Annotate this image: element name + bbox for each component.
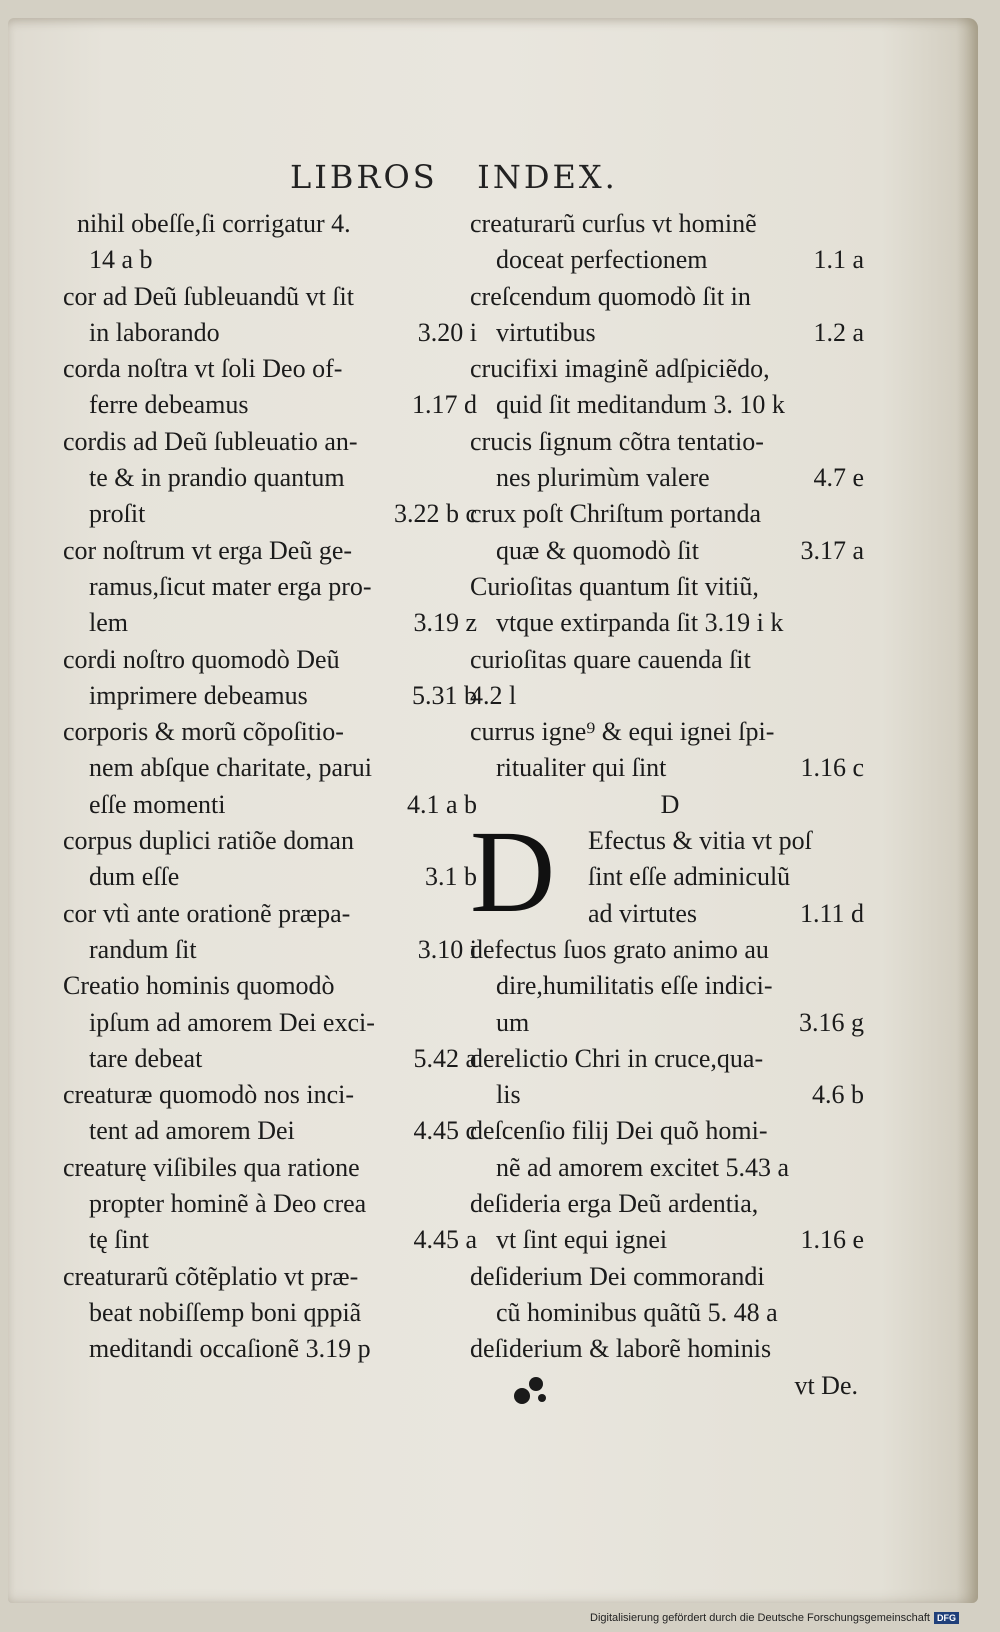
index-line: lem 3.19 z	[63, 605, 483, 641]
index-line: vt ſint equi ignei 1.16 e	[470, 1222, 870, 1258]
index-line: ipſum ad amorem Dei exci-	[89, 1007, 375, 1037]
index-ref: 1.1 a	[813, 245, 864, 275]
index-line: nihil obeſſe,ſi corrigatur 4.	[77, 209, 351, 238]
index-ref: 3.17 a	[800, 535, 864, 565]
index-line: deſiderium & laborẽ hominis	[470, 1334, 772, 1364]
index-line: ramus,ſicut mater erga pro-	[89, 571, 372, 601]
index-line: creaturarũ cõtẽplatio vt præ-	[63, 1261, 359, 1291]
index-line: ad virtutes 1.11 d	[470, 896, 870, 932]
index-line: ritualiter qui ſint 1.16 c	[470, 750, 870, 786]
index-line: lis 4.6 b	[470, 1077, 870, 1113]
index-line: creaturarũ curſus vt hominẽ	[470, 209, 757, 238]
index-ref: 1.11 d	[799, 898, 864, 928]
index-ref: 4.1 a b	[406, 789, 477, 819]
index-line: randum ſit 3.10 i	[63, 932, 483, 968]
left-index-column	[63, 206, 483, 1368]
index-ref: 1.16 e	[800, 1225, 864, 1255]
index-line: defectus ſuos grato animo au	[470, 934, 769, 964]
index-line: Efectus & vitia vt poſ	[588, 826, 812, 856]
index-line: cor ad Deũ ſubleuandũ vt ſit	[63, 281, 354, 311]
index-ref: 3.22 b c	[393, 499, 477, 529]
index-line: deſcenſio filij Dei quõ homi-	[470, 1116, 768, 1146]
index-line: crux poſt Chriſtum portanda	[470, 499, 762, 529]
index-line: proſit 3.22 b c	[63, 496, 483, 532]
dfg-logo: DFG	[934, 1612, 959, 1624]
index-line: imprimere debeamus 5.31 b	[63, 678, 483, 714]
index-ref: 4.45 c	[413, 1116, 477, 1146]
index-ref: 1.17 d	[412, 390, 477, 420]
index-line: corda noſtra vt ſoli Deo of-	[63, 354, 343, 384]
index-ref: 3.10 i	[417, 934, 477, 964]
digitization-credit	[590, 1612, 959, 1624]
index-line: dire,humilitatis eſſe indici-	[496, 971, 773, 1001]
running-head: LIBROS INDEX.	[290, 158, 618, 196]
drop-cap-letter: D	[470, 806, 556, 937]
index-line: nẽ ad amorem excitet 5.43 a	[496, 1152, 790, 1182]
index-line: eſſe momenti 4.1 a b	[63, 787, 483, 823]
right-index-column	[470, 206, 870, 1404]
index-line: crucifixi imaginẽ adſpiciẽdo,	[470, 354, 770, 384]
section-letter: D	[660, 789, 680, 819]
index-ref: 4.7 e	[813, 463, 864, 493]
index-line: currus igne⁹ & equi ignei ſpi-	[470, 717, 775, 747]
index-line: in laborando 3.20 i	[63, 315, 483, 351]
index-line: ſint eſſe adminiculũ	[588, 862, 791, 892]
catchword: vt De.	[794, 1370, 858, 1400]
index-line: deſideria erga Deũ ardentia,	[470, 1189, 759, 1219]
index-line: beat nobiſſemp boni qppiã	[89, 1297, 362, 1327]
index-line: quid ſit meditandum 3. 10 k	[496, 390, 785, 420]
index-line: tę ſint 4.45 a	[63, 1222, 483, 1258]
index-ref: 4.6 b	[812, 1080, 864, 1110]
index-ref: 1.2 a	[813, 317, 864, 347]
credit-text: Digitalisierung gefördert durch die Deutsche Forschungsgemeinschaft	[590, 1612, 930, 1624]
index-line: ferre debeamus 1.17 d	[63, 387, 483, 423]
index-line: corporis & morũ cõpoſitio-	[63, 717, 344, 747]
index-line: virtutibus 1.2 a	[470, 315, 870, 351]
index-line: propter hominẽ à Deo crea	[89, 1189, 367, 1219]
index-line: creaturæ quomodò nos inci-	[63, 1080, 354, 1110]
index-line: tare debeat 5.42 a	[63, 1041, 483, 1077]
index-ref: 4.45 a	[413, 1225, 477, 1255]
index-ref: 3.1 b	[425, 862, 477, 892]
index-ref: 1.16 c	[800, 753, 864, 783]
index-line: doceat perfectionem 1.1 a	[470, 242, 870, 278]
index-line: derelictio Chri in cruce,qua-	[470, 1043, 764, 1073]
index-line: nes plurimùm valere 4.7 e	[470, 460, 870, 496]
index-line: Curioſitas quantum ſit vitiũ,	[470, 571, 759, 601]
index-ref: 5.31 b	[412, 680, 477, 710]
index-line: nem abſque charitate, parui	[89, 753, 372, 783]
index-line: um 3.16 g	[470, 1005, 870, 1041]
index-line: te & in prandio quantum	[89, 463, 345, 493]
index-line: cordis ad Deũ ſubleuatio an-	[63, 426, 358, 456]
index-line: meditandi occaſionẽ 3.19 p	[89, 1334, 371, 1364]
index-line: 4.2 l	[470, 680, 517, 710]
index-ref: 3.20 i	[417, 317, 477, 347]
index-line: Creatio hominis quomodò	[63, 971, 335, 1001]
index-line: curioſitas quare cauenda ſit	[470, 644, 751, 674]
index-line: creaturę viſibiles qua ratione	[63, 1152, 360, 1182]
index-ref: 3.19 z	[413, 608, 477, 638]
index-line: cor vtì ante orationẽ præpa-	[63, 898, 351, 928]
index-line: deſiderium Dei commorandi	[470, 1261, 765, 1291]
index-ref: 3.16 g	[799, 1007, 864, 1037]
index-line: quæ & quomodò ſit 3.17 a	[470, 533, 870, 569]
index-line: creſcendum quomodò ſit in	[470, 281, 751, 311]
index-ref: 5.42 a	[413, 1043, 477, 1073]
index-line: vtque extirpanda ſit 3.19 i k	[496, 608, 784, 638]
printer-ornament-icon	[512, 1372, 552, 1408]
index-line: cor noſtrum vt erga Deũ ge-	[63, 535, 353, 565]
index-line: 14 a b	[89, 245, 153, 275]
index-line: tent ad amorem Dei 4.45 c	[63, 1113, 483, 1149]
index-line: cordi noſtro quomodò Deũ	[63, 644, 340, 674]
index-line: crucis ſignum cõtra tentatio-	[470, 426, 764, 456]
index-line: cũ hominibus quãtũ 5. 48 a	[496, 1297, 778, 1327]
index-line: dum eſſe 3.1 b	[63, 859, 483, 895]
index-line: corpus duplici ratiõe doman	[63, 826, 354, 856]
